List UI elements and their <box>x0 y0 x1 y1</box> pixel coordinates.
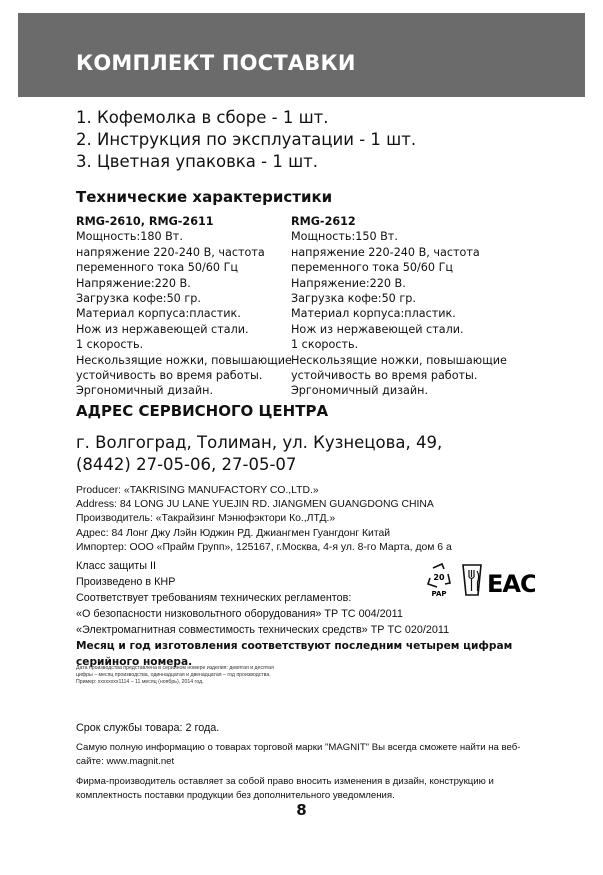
service-title: АДРЕС СЕРВИСНОГО ЦЕНТРА <box>76 402 329 420</box>
package-list <box>76 107 416 173</box>
spec-line: Эргономичный дизайн. <box>76 384 214 398</box>
spec-line: Эргономичный дизайн. <box>291 384 429 398</box>
compliance-line: «О безопасности низковольтного оборудования» ТР ТС 004/2011 <box>76 608 403 620</box>
header-banner <box>18 13 585 97</box>
spec-line: устойчивость во время работы. <box>76 369 263 383</box>
producer-line: Производитель: «Такрайзинг Мэнюфэктори Ко.,ЛТД.» <box>76 513 336 525</box>
service-address-block <box>76 432 442 476</box>
food-contact-icon <box>463 565 481 595</box>
compliance-line: Класс защиты II <box>76 560 156 572</box>
certification-icons-svg <box>425 562 535 598</box>
disclaimer <box>76 775 494 803</box>
spec-line: Загрузка кофе:50 гр. <box>291 292 416 306</box>
producer-info <box>76 484 452 555</box>
list-item: 3. Цветная упаковка - 1 шт. <box>76 152 319 171</box>
spec-line: 1 скорость. <box>291 338 359 352</box>
service-life: Срок службы товара: 2 года. <box>76 722 220 734</box>
list-item: 1. Кофемолка в сборе - 1 шт. <box>76 108 329 127</box>
disclaimer-line: Фирма-производитель оставляет за собой право вносить изменения в дизайн, конструкцию и <box>76 776 494 787</box>
info-note-line: Самую полную информацию о товарах торговой марки "MAGNIT" Вы всегда сможете найти на веб- <box>76 742 521 753</box>
specs-left-column <box>76 214 292 399</box>
specs-right-column <box>291 214 507 399</box>
spec-line: Материал корпуса:пластик. <box>76 307 241 321</box>
spec-line: Мощность:180 Вт. <box>76 230 183 244</box>
recycle-code: PAP <box>431 590 447 598</box>
spec-line: Нож из нержавеющей стали. <box>291 322 464 336</box>
serial-note-line: Пример: хххххххх1114 – 11 месяц (ноябрь), 2014 год. <box>76 678 204 685</box>
specs-title: Технические характеристики <box>76 188 333 206</box>
serial-note-line: Дата производства представлена в серийном номере изделия: девятая и десятая <box>76 665 274 671</box>
service-address: г. Волгоград, Толиман, ул. Кузнецова, 49, <box>76 433 443 452</box>
spec-line: Нескользящие ножки, повышающие <box>76 353 292 367</box>
spec-line: Напряжение:220 В. <box>76 276 191 290</box>
spec-line: Напряжение:220 В. <box>291 276 406 290</box>
page-number: 8 <box>296 801 307 819</box>
compliance-line: Произведено в КНР <box>76 576 176 588</box>
spec-line: устойчивость во время работы. <box>291 369 478 383</box>
spec-line: Нескользящие ножки, повышающие <box>291 353 507 367</box>
serial-note-line: цифры – месяц производства, одиннадцатая и двенадцатая – год производства. <box>76 671 271 678</box>
certification-icons <box>425 562 535 598</box>
header-title: КОМПЛЕКТ ПОСТАВКИ <box>76 51 356 75</box>
recycle-paper-icon <box>428 564 450 598</box>
info-note-line: сайте: www.magnit.net <box>76 756 175 767</box>
spec-line: Нож из нержавеющей стали. <box>76 322 249 336</box>
compliance-line: Соответствует требованиям технических регламентов: <box>76 592 352 604</box>
spec-line: Материал корпуса:пластик. <box>291 307 456 321</box>
serial-number-note <box>76 665 274 685</box>
disclaimer-line: комплектность поставки продукции без дополнительного уведомления. <box>76 790 395 801</box>
spec-line: Загрузка кофе:50 гр. <box>76 292 201 306</box>
producer-line: Address: 84 LONG JU LANE YUEJIN RD. JIANGMEN GUANGDONG CHINA <box>76 499 434 511</box>
manufacture-note-line: серийного номера. <box>76 656 193 668</box>
compliance-line: «Электромагнитная совместимость технических средств» ТР ТС 020/2011 <box>76 624 450 636</box>
spec-line: переменного тока 50/60 Гц <box>291 261 454 275</box>
service-phones: (8442) 27-05-06, 27-05-07 <box>76 455 297 474</box>
info-note <box>76 741 520 769</box>
model-name: RMG-2612 <box>291 215 356 228</box>
spec-line: Мощность:150 Вт. <box>291 230 398 244</box>
eac-text: EAC <box>487 570 535 598</box>
eac-mark <box>487 570 535 598</box>
producer-line: Импортер: ООО «Прайм Групп», 125167, г.Москва, 4-я ул. 8-го Марта, дом 6 а <box>76 541 452 553</box>
spec-line: переменного тока 50/60 Гц <box>76 261 239 275</box>
spec-line: напряжение 220-240 В, частота <box>76 245 265 259</box>
manufacture-note-line: Месяц и год изготовления соответствуют последним четырем цифрам <box>76 640 513 652</box>
producer-line: Адрес: 84 Лонг Джу Лэйн Юджин РД. Джиангмен Гуангдонг Китай <box>76 527 391 539</box>
spec-line: напряжение 220-240 В, частота <box>291 245 480 259</box>
model-name: RMG-2610, RMG-2611 <box>76 215 214 228</box>
recycle-number: 20 <box>433 573 445 582</box>
producer-line: Producer: «TAKRISING MANUFACTORY CO.,LTD.» <box>76 485 319 496</box>
spec-line: 1 скорость. <box>76 338 144 352</box>
list-item: 2. Инструкция по эксплуатации - 1 шт. <box>76 130 417 149</box>
